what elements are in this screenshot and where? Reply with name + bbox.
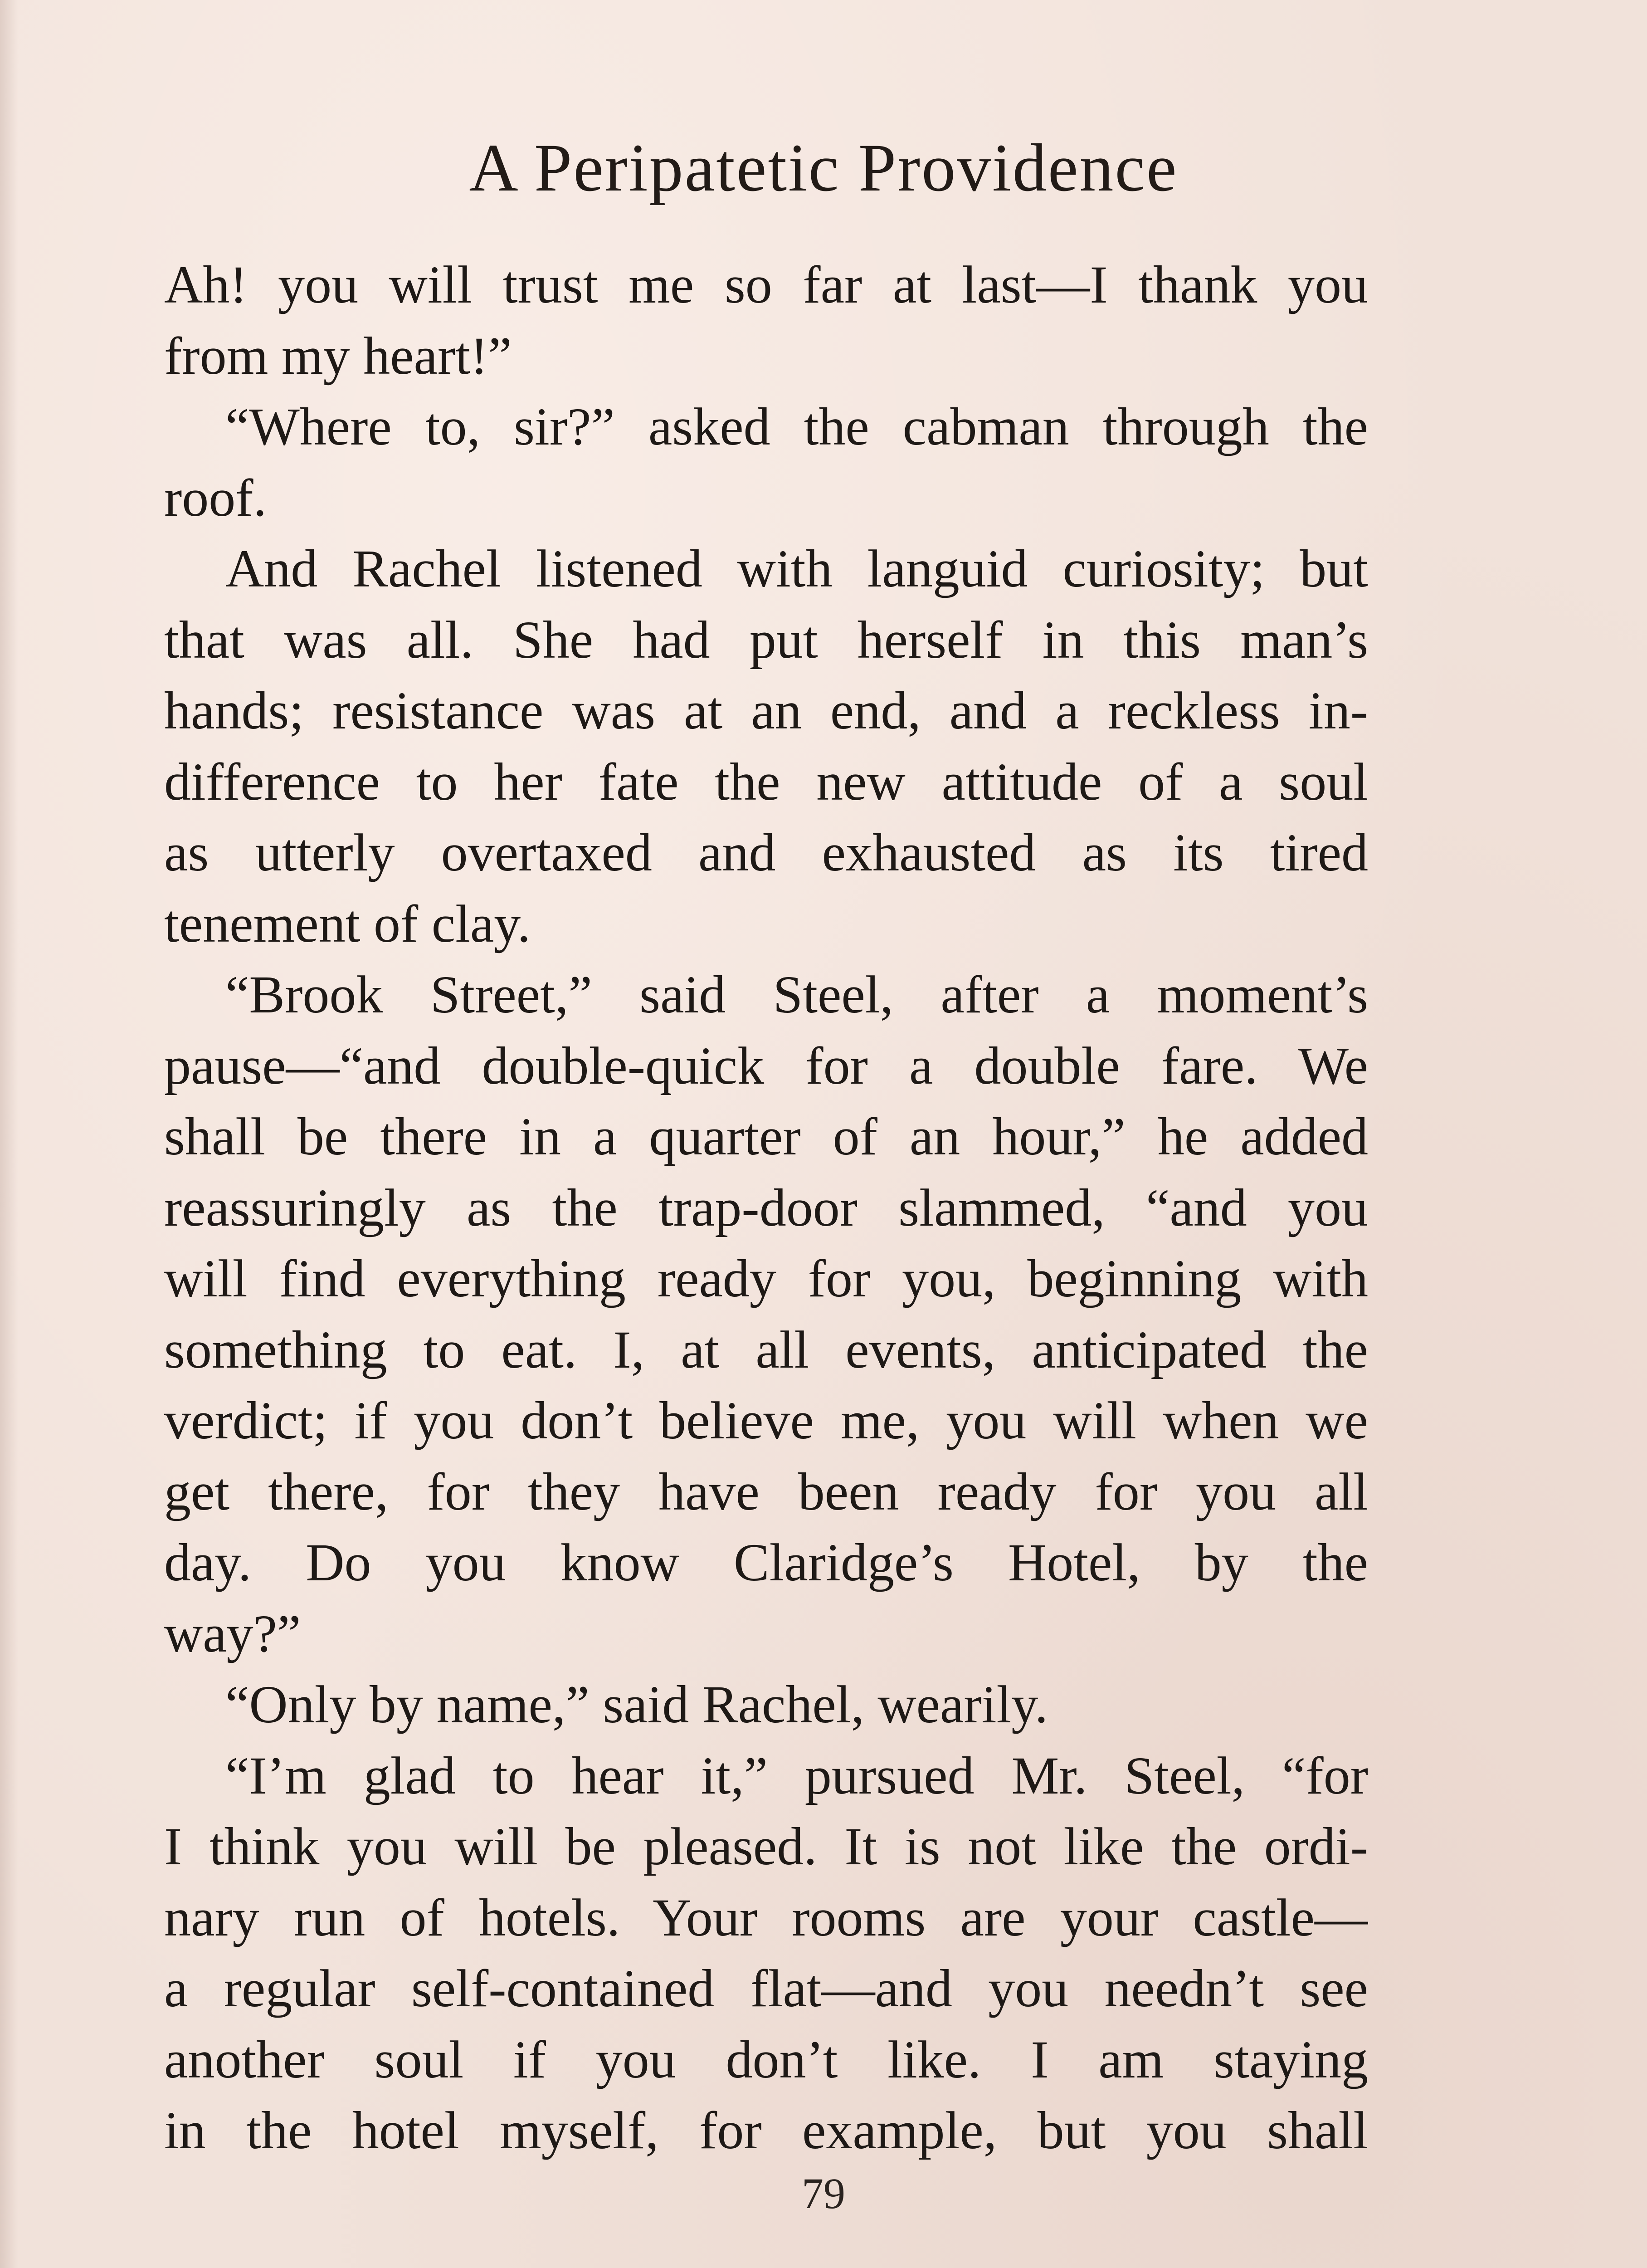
text-line: shall be there in a quarter of an hour,” he added — [164, 1107, 1368, 1166]
text-line: in the hotel myself, for example, but you shall — [164, 2101, 1368, 2160]
text-line: “I’m glad to hear it,” pursued Mr. Steel, “for — [225, 1745, 1368, 1805]
body-text — [164, 249, 1368, 2166]
text-line: another soul if you don’t like. I am staying — [164, 2029, 1368, 2089]
text-line: roof. — [164, 468, 267, 528]
text-line: get there, for they have been ready for you all — [164, 1461, 1368, 1521]
text-line: Ah! you will trust me so far at last—I thank you — [164, 255, 1368, 314]
text-line: I think you will be pleased. It is not like the ordi- — [164, 1817, 1368, 1876]
text-line: day. Do you know Claridge’s Hotel, by the — [164, 1533, 1368, 1592]
text-line: hands; resistance was at an end, and a reckless in- — [164, 681, 1368, 740]
text-line: way?” — [164, 1603, 301, 1663]
text-line: from my heart!” — [164, 326, 512, 386]
text-line: will find everything ready for you, beginning with — [164, 1249, 1368, 1308]
page-gutter-shadow — [0, 0, 18, 2268]
text-line: pause—“and double-quick for a double fare. We — [164, 1036, 1368, 1095]
text-line: difference to her fate the new attitude of a soul — [164, 752, 1368, 811]
text-line: “Brook Street,” said Steel, after a moment’s — [225, 965, 1368, 1024]
text-line: “Only by name,” said Rachel, wearily. — [225, 1675, 1048, 1734]
text-line: that was all. She had put herself in this man’s — [164, 610, 1368, 670]
text-line: nary run of hotels. Your rooms are your castle— — [164, 1887, 1368, 1947]
text-line: a regular self-contained flat—and you needn’t see — [164, 1959, 1368, 2018]
text-line: And Rachel listened with languid curiosity; but — [225, 539, 1368, 598]
text-line: as utterly overtaxed and exhausted as its tired — [164, 823, 1368, 882]
text-line: “Where to, sir?” asked the cabman through the — [225, 397, 1368, 456]
text-line: tenement of clay. — [164, 894, 531, 953]
text-line: something to eat. I, at all events, anticipated the — [164, 1320, 1368, 1379]
text-line: reassuringly as the trap-door slammed, “and you — [164, 1178, 1368, 1237]
text-line: verdict; if you don’t believe me, you will when we — [164, 1391, 1368, 1450]
page-number: 79 — [802, 2169, 845, 2218]
running-head: A Peripatetic Providence — [469, 130, 1178, 205]
